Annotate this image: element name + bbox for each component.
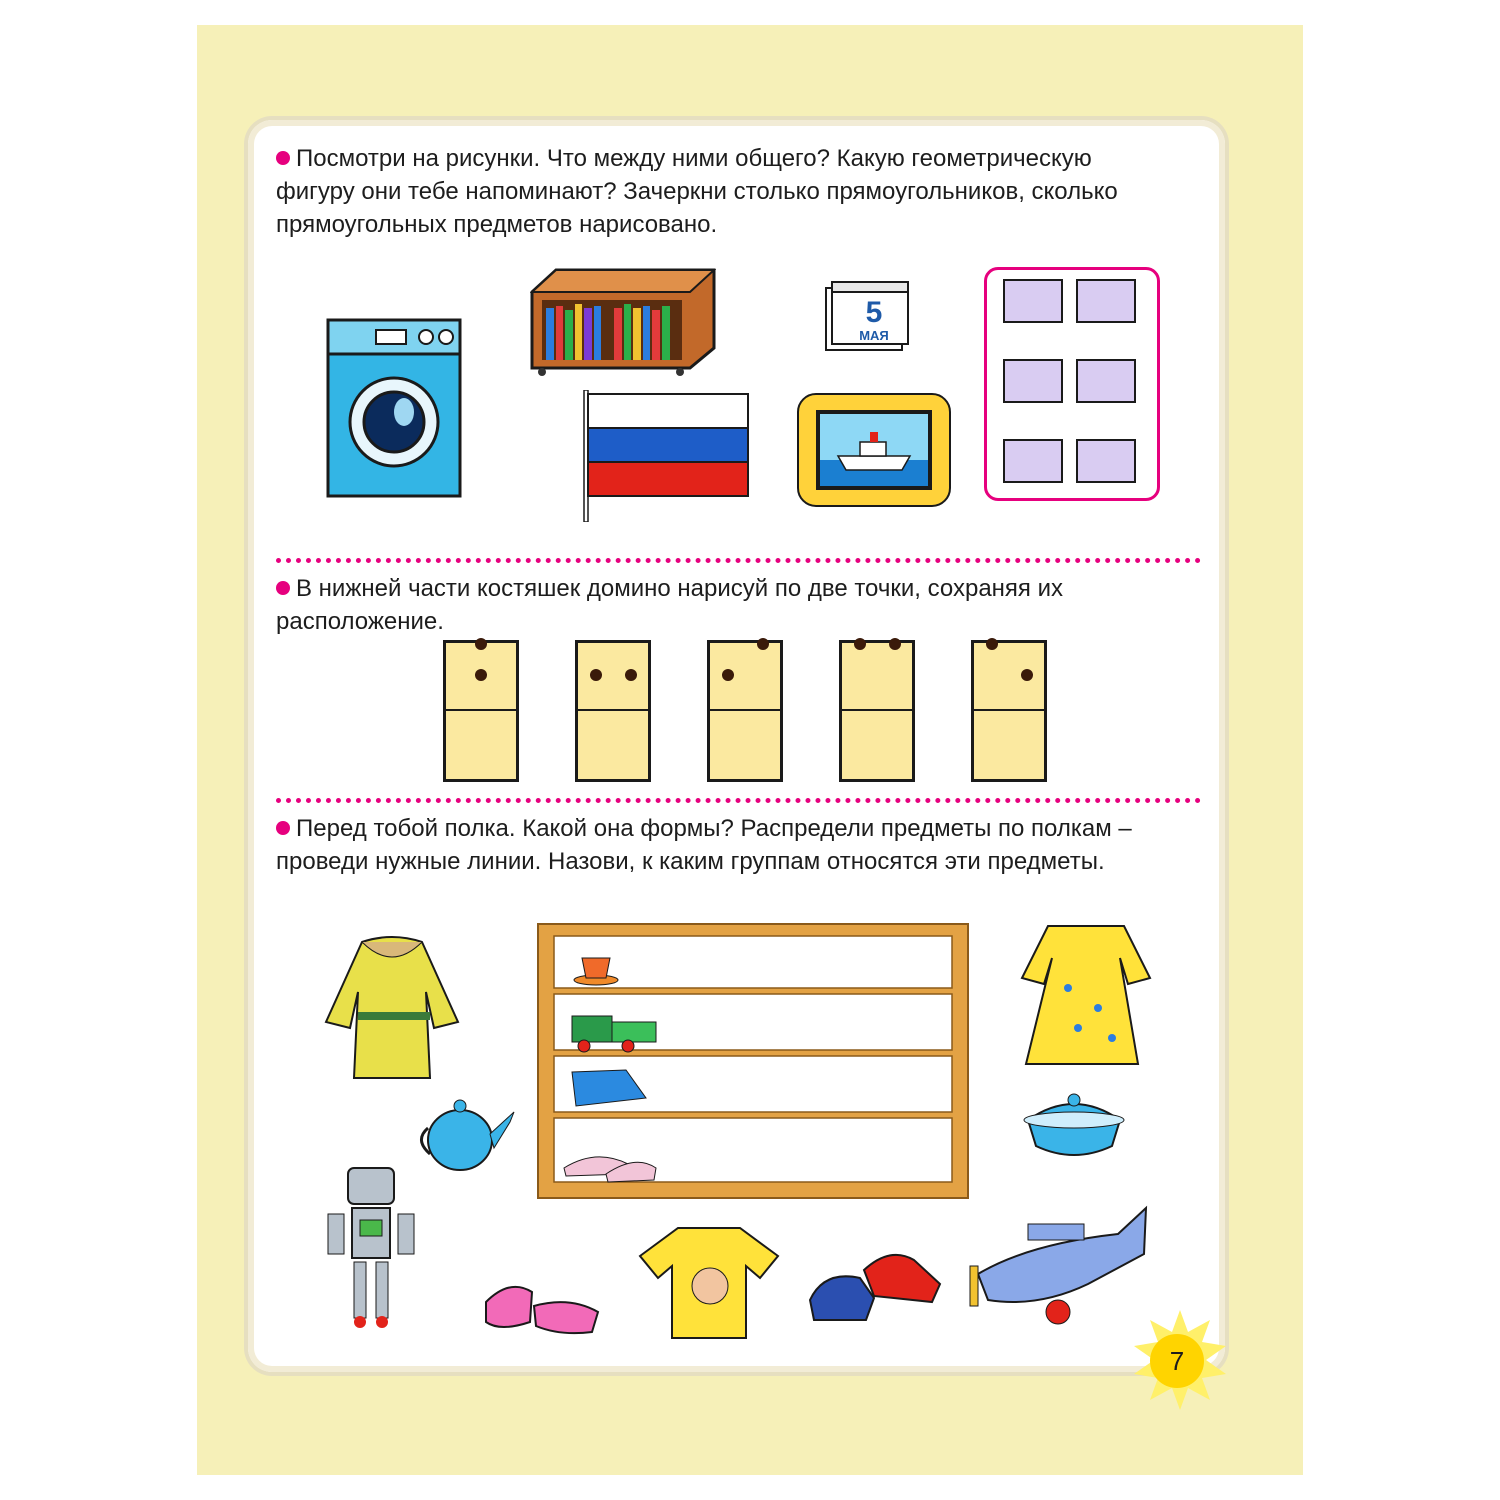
domino-dot [854,638,866,650]
answer-rectangle[interactable] [1003,279,1063,323]
domino-tile [575,640,651,782]
task-2-text: В нижней части костяшек домино нарисуй по две точки, сохраняя их расположение. [276,575,1063,635]
domino-dot [757,638,769,650]
domino-tile [707,640,783,782]
calendar-day: 5 [865,296,883,329]
task-1-text: Посмотри на рисунки. Что между ними общего? Какую геометрическую фигуру они тебе напоминают? Зачеркни столько прямоугольников, сколько прямоугольных предметов нарисовано. [276,145,1118,238]
sneakers-image [804,1240,944,1330]
shoes-image [480,1262,602,1338]
domino-tile [971,640,1047,782]
calendar-month: МАЯ [859,328,889,343]
task-3 [276,812,1196,878]
answer-rectangle[interactable] [1003,359,1063,403]
calendar-image [822,278,912,356]
domino-bottom-area[interactable] [710,711,780,779]
bathrobe-image [322,932,462,1082]
domino-tile [443,640,519,782]
washing-machine-image [326,318,462,498]
domino-tile [839,640,915,782]
dress-image [1018,918,1154,1068]
bullet-icon [276,821,290,835]
domino-dot [475,669,487,681]
bookcase-image [530,268,716,378]
divider [276,798,1201,803]
domino-bottom-area[interactable] [974,711,1044,779]
domino-bottom-area[interactable] [578,711,648,779]
robot-image [322,1158,420,1330]
bullet-icon [276,151,290,165]
domino-dot [986,638,998,650]
russian-flag-image [580,390,752,522]
domino-dot [625,669,637,681]
domino-bottom-area[interactable] [446,711,516,779]
answer-rectangle[interactable] [1076,279,1136,323]
domino-bottom-area[interactable] [842,711,912,779]
domino-dot [475,638,487,650]
answer-rectangle[interactable] [1076,439,1136,483]
teapot-image [414,1088,516,1178]
t-shirt-image [638,1222,780,1342]
domino-dot [1021,669,1033,681]
toy-airplane-image [968,1204,1152,1334]
framed-picture-image [794,390,954,510]
answer-rectangle[interactable] [1003,439,1063,483]
task-2 [276,572,1196,638]
page-number: 7 [1150,1334,1204,1388]
divider [276,558,1201,563]
bullet-icon [276,581,290,595]
tureen-image [1008,1088,1140,1168]
shelf-image [536,922,970,1200]
task-3-text: Перед тобой полка. Какой она формы? Распредели предметы по полкам – проведи нужные линии. Назови, к каким группам относятся эти предметы. [276,815,1132,875]
domino-dot [590,669,602,681]
domino-dot [889,638,901,650]
domino-dot [722,669,734,681]
task-1 [276,142,1176,241]
answer-rectangle[interactable] [1076,359,1136,403]
